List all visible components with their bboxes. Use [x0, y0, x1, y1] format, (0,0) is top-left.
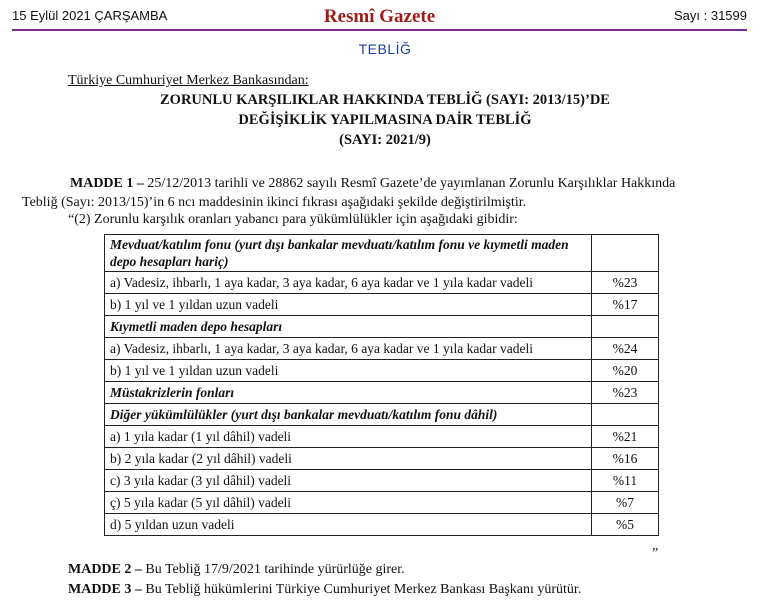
table-row: [105, 448, 659, 470]
gazette-title: Resmî Gazete: [323, 6, 436, 27]
table-row: [105, 316, 659, 338]
doc-title-line1: ZORUNLU KARŞILIKLAR HAKKINDA TEBLİĞ (SAYI: 2013/15)’DE: [160, 92, 610, 108]
table-row-value: [592, 404, 659, 426]
article-2-text: Bu Tebliğ 17/9/2021 tarihinde yürürlüğe girer.: [141, 562, 405, 577]
table-row-label: d) 5 yıldan uzun vadeli: [105, 514, 592, 536]
header-rule: [12, 29, 747, 31]
table-row-label: a) Vadesiz, ihbarlı, 1 aya kadar, 3 aya kadar, 6 aya kadar ve 1 yıla kadar vadeli: [105, 272, 592, 294]
table-row-value: [592, 235, 659, 272]
issuing-institution: Türkiye Cumhuriyet Merkez Bankasından:: [68, 73, 309, 88]
table-row: [105, 404, 659, 426]
header-date: 15 Eylül 2021 ÇARŞAMBA: [12, 8, 168, 23]
article-1-quote-intro: “(2) Zorunlu karşılık oranları yabancı para yükümlülükler için aşağıdaki gibidir:: [68, 212, 518, 227]
table-row-value: %21: [592, 426, 659, 448]
article-2-label: MADDE 2 –: [68, 562, 142, 577]
table-row: [105, 382, 659, 404]
table-row: [105, 235, 659, 272]
table-row-label: b) 2 yıla kadar (2 yıl dâhil) vadeli: [105, 448, 592, 470]
table-row: [105, 294, 659, 316]
article-3: [68, 582, 581, 598]
article-2: [68, 562, 405, 578]
table-row: [105, 514, 659, 536]
table-row-label: b) 1 yıl ve 1 yıldan uzun vadeli: [105, 360, 592, 382]
table-row: [105, 338, 659, 360]
article-3-text: Bu Tebliğ hükümlerini Türkiye Cumhuriyet Merkez Bankası Başkanı yürütür.: [141, 582, 582, 597]
table-row-label: Kıymetli maden depo hesapları: [105, 316, 592, 338]
table-row: [105, 426, 659, 448]
table-row-label: a) 1 yıla kadar (1 yıl dâhil) vadeli: [105, 426, 592, 448]
article-3-label: MADDE 3 –: [68, 582, 142, 597]
table-row-label: Müstakrizlerin fonları: [105, 382, 592, 404]
table-row: [105, 360, 659, 382]
article-1-text-1: 25/12/2013 tarihli ve 28862 sayılı Resmî Gazete’de yayımlanan Zorunlu Karşılıklar Hakkında: [143, 176, 676, 191]
table-row-value: %16: [592, 448, 659, 470]
table-row-value: %17: [592, 294, 659, 316]
doc-title-line2: DEĞİŞİKLİK YAPILMASINA DAİR TEBLİĞ: [238, 112, 532, 128]
reserve-ratio-table: [104, 234, 659, 536]
table-row-label: c) 3 yıla kadar (3 yıl dâhil) vadeli: [105, 470, 592, 492]
table-row-label: Diğer yükümlülükler (yurt dışı bankalar mevduatı/katılım fonu dâhil): [105, 404, 592, 426]
table-row-value: %7: [592, 492, 659, 514]
gazette-header: [12, 6, 747, 26]
table-row: [105, 470, 659, 492]
issue-number: Sayı : 31599: [674, 8, 747, 23]
doc-title-line3: (SAYI: 2021/9): [339, 132, 431, 148]
closing-quote: ”: [652, 546, 659, 561]
table-row-label: ç) 5 yıla kadar (5 yıl dâhil) vadeli: [105, 492, 592, 514]
table-row-label: a) Vadesiz, ihbarlı, 1 aya kadar, 3 aya kadar, 6 aya kadar ve 1 yıla kadar vadeli: [105, 338, 592, 360]
table-row-label: Mevduat/katılım fonu (yurt dışı bankalar mevduatı/katılım fonu ve kıymetli maden depo hesapları hariç): [105, 235, 592, 272]
table-row: [105, 492, 659, 514]
table-row-label: b) 1 yıl ve 1 yıldan uzun vadeli: [105, 294, 592, 316]
table-row-value: %20: [592, 360, 659, 382]
section-heading: TEBLİĞ: [358, 41, 412, 57]
table-row: [105, 272, 659, 294]
article-1: [22, 174, 739, 212]
table-row-value: [592, 316, 659, 338]
article-1-label: MADDE 1 –: [70, 176, 144, 191]
table-row-value: %23: [592, 382, 659, 404]
table-row-value: %5: [592, 514, 659, 536]
table-row-value: %23: [592, 272, 659, 294]
table-row-value: %24: [592, 338, 659, 360]
table-row-value: %11: [592, 470, 659, 492]
article-1-text-2: Tebliğ (Sayı: 2013/15)’in 6 ncı maddesinin ikinci fıkrası aşağıdaki şekilde değiştirilmiştir.: [22, 195, 527, 210]
